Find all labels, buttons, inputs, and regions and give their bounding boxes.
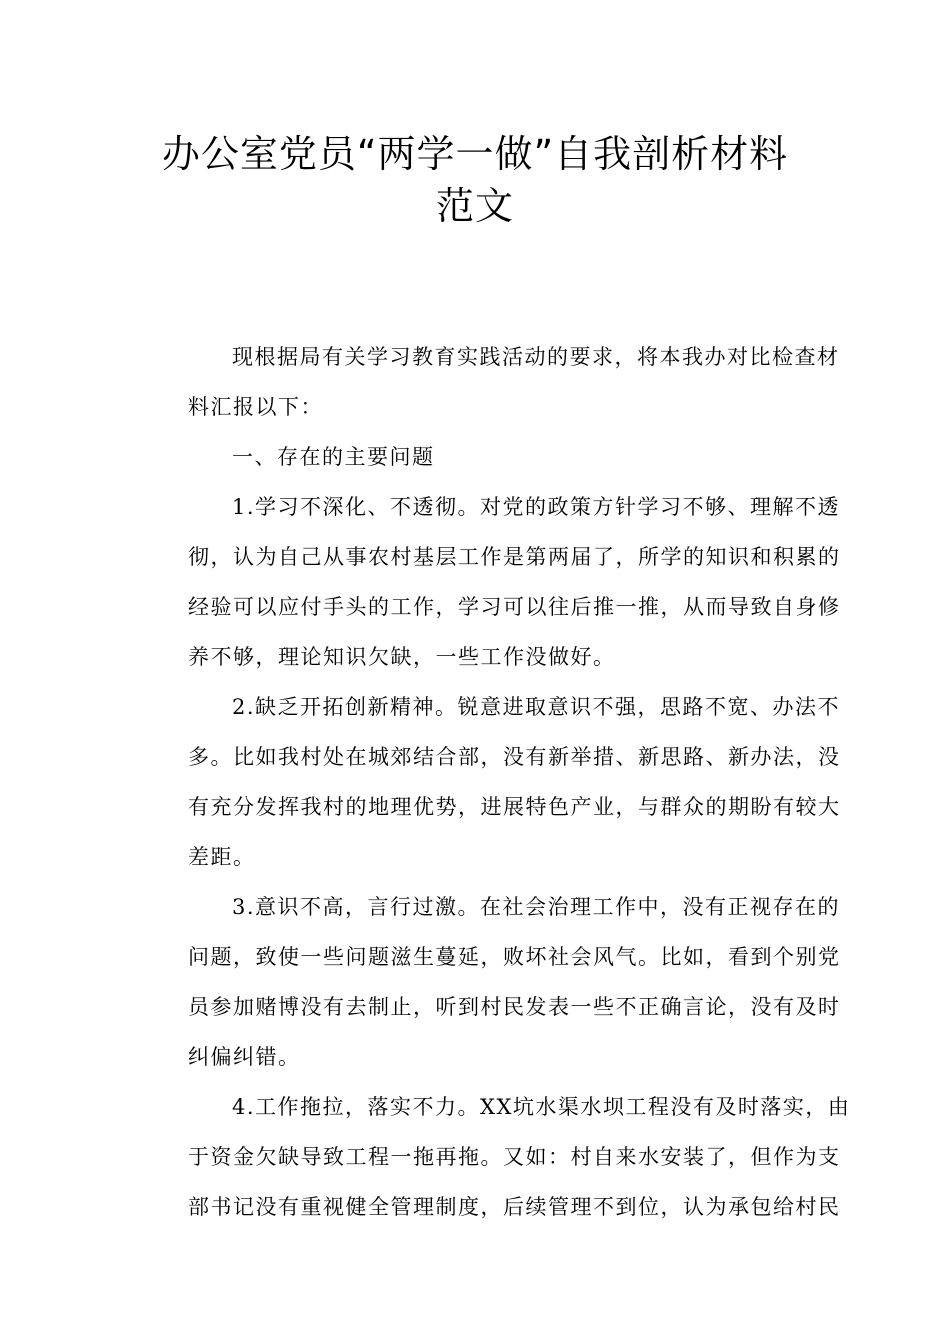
text-line: 一、存在的主要问题: [232, 445, 435, 469]
text-line: 纠偏纠错。: [188, 1045, 301, 1069]
paragraph-item-4: [144, 1082, 851, 1232]
text-line: 3.意识不高，言行过激。在社会治理工作中，没有正视存在的: [232, 895, 841, 919]
document-body: [144, 332, 851, 1232]
document-title: 办公室党员“两学一做”自我剖析材料: [161, 132, 789, 176]
text-line: 于资金欠缺导致工程一拖再拖。又如：村自来水安装了，但作为支: [188, 1145, 841, 1169]
text-line: 有充分发挥我村的地理优势，进展特色产业，与群众的期盼有较大: [188, 795, 841, 819]
text-line: 现根据局有关学习教育实践活动的要求，将本我办对比检查材: [232, 345, 840, 369]
text-line: 1.学习不深化、不透彻。对党的政策方针学习不够、理解不透: [232, 495, 841, 519]
paragraph-intro: [144, 332, 840, 432]
text-line: 养不够，理论知识欠缺，一些工作没做好。: [188, 645, 616, 669]
text-line: 2.缺乏开拓创新精神。锐意进取意识不强，思路不宽、办法不: [232, 695, 841, 719]
section-heading: [144, 432, 808, 482]
paragraph-item-1: [144, 482, 841, 682]
text-line: 员参加赌博没有去制止，听到村民发表一些不正确言论，没有及时: [188, 995, 841, 1019]
text-line: 4.工作拖拉，落实不力。XX坑水渠水坝工程没有及时落实，由: [232, 1095, 851, 1119]
text-line: 差距。: [188, 845, 256, 869]
text-line: 多。比如我村处在城郊结合部，没有新举措、新思路、新办法，没: [188, 745, 841, 769]
text-line: 彻，认为自己从事农村基层工作是第两届了，所学的知识和积累的: [188, 545, 841, 569]
text-line: 经验可以应付手头的工作，学习可以往后推一推，从而导致自身修: [188, 595, 841, 619]
paragraph-item-3: [144, 882, 841, 1082]
document-title-continued: 范文: [435, 184, 514, 228]
paragraph-item-2: [144, 682, 841, 882]
text-line: 部书记没有重视健全管理制度，后续管理不到位，认为承包给村民: [188, 1195, 841, 1219]
text-line: 问题，致使一些问题滋生蔓延，败坏社会风气。比如，看到个别党: [188, 945, 841, 969]
text-line: 料汇报以下：: [188, 395, 323, 419]
